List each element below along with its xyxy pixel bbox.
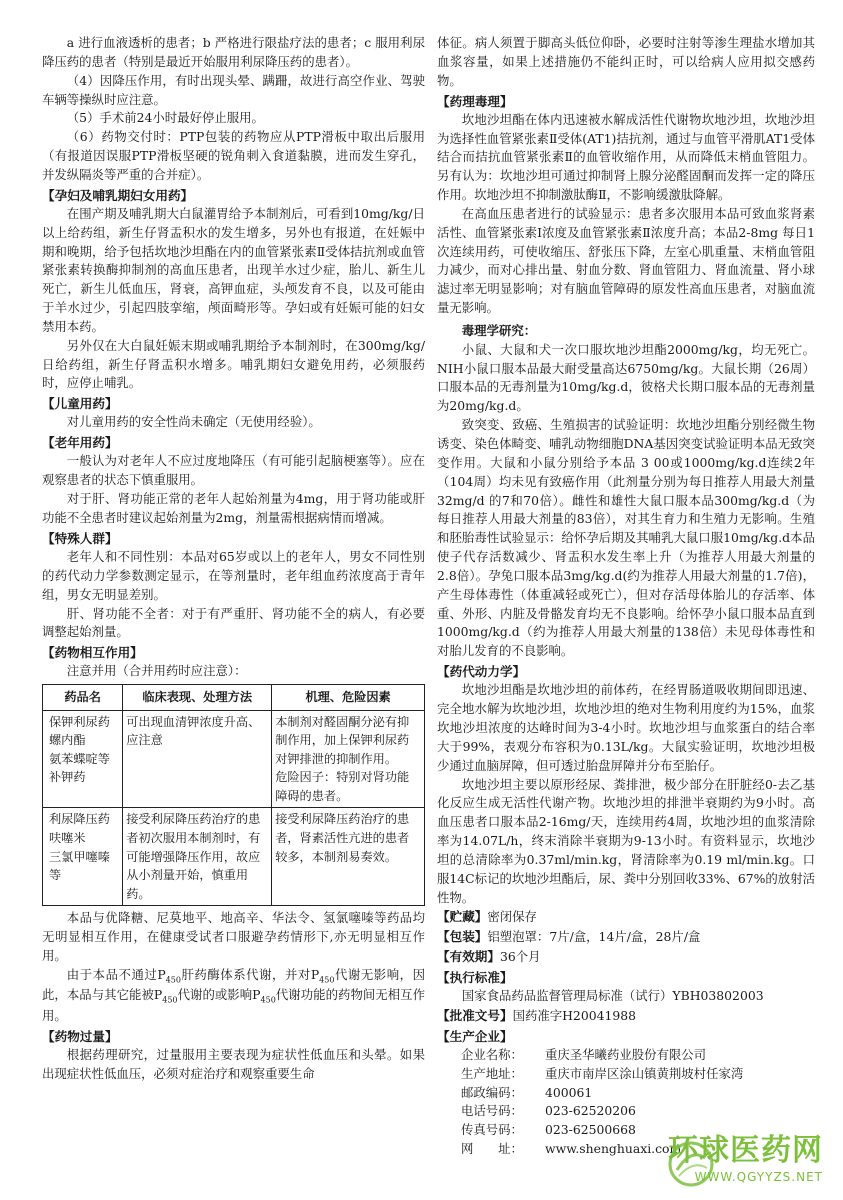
- section-heading-elderly: 【老年用药】: [42, 435, 118, 451]
- mechanism-text: 本制剂对醛固酮分泌有抑制作用，加上保钾利尿药对钾排泄的抑制作用。: [275, 714, 410, 766]
- section-heading-storage: 【贮藏】: [437, 909, 488, 925]
- manufacturer-label: 电话号码：: [461, 1103, 523, 1119]
- section-heading-standard: 【执行标准】: [437, 969, 513, 985]
- manufacturer-label: 生产地址：: [461, 1065, 523, 1081]
- validity-value: 36个月: [499, 949, 541, 965]
- table-cell-clinical: 接受利尿降压药治疗的患者初次服用本制剂时，有可能增强降压作用，故应从小剂量开始，慎重用药。: [123, 808, 272, 906]
- section-heading-validity: 【有效期】: [437, 949, 500, 965]
- drug-name: 补钾药: [49, 770, 86, 785]
- drug-name: 利尿降压药: [49, 812, 110, 827]
- pregnancy-paragraph-2: 另外仅在大白鼠妊娠末期或哺乳期给予本制剂时，在300mg/kg/日给药组，新生仔肾盂积水增多。哺乳期妇女避免用药，必须服药时，应停止哺乳。: [42, 337, 425, 391]
- table-header: 临床表现、处理方法: [123, 685, 272, 711]
- table-cell-mechanism: [272, 710, 425, 808]
- subscript: 450: [162, 995, 178, 1005]
- subscript: 450: [165, 975, 181, 985]
- overdose-continuation: 体征。病人须置于脚高头低位仰卧，必要时注射等渗生理盐水增加其血浆容量，如果上述措施仍不能纠正时，可以给病人应用拟交感药物。: [437, 35, 815, 88]
- manufacturer-row: [461, 1065, 815, 1084]
- table-cell-drugs: [43, 710, 123, 808]
- table-header: 药品名: [43, 685, 123, 711]
- interaction-intro: 注意并用（合并用药时应注意）：: [66, 663, 247, 679]
- watermark-title: 环球医药网: [668, 1132, 823, 1168]
- precaution-item-6: （6）药物交付时：PTP包装的药物应从PTP滑板中取出后服用（有报道因误服PTP滑板坚硬的锐角刺入食道黏膜，进而发生穿孔，并发纵隔炎等严重的合并症）。: [42, 129, 425, 182]
- approval-row: [437, 1006, 815, 1026]
- manufacturer-label: 邮政编码：: [461, 1084, 523, 1100]
- manufacturer-row: [461, 1046, 815, 1065]
- manufacturer-row: [461, 1102, 815, 1121]
- text-fragment: 肝药酶体系代谢，并对P: [180, 966, 320, 982]
- interaction-table: [42, 684, 425, 906]
- pharmacokinetics-paragraph-2: 坎地沙坦主要以原形经尿、粪排泄，极少部分在肝脏经0-去乙基化反应生成无活性代谢产物。坎地沙坦的排泄半衰期约为9小时。高血压患者口服本品2-16mg/天，连续用药4周，坎地沙坦的血浆清除率为14.07L/h，终末消除半衰期为9-13小时。有资料显示，坎地沙坦的总清除率为0.37ml/min.kg，肾清除率为0.19 ml/min.kg。口服14C标记的坎地沙坦酯后，尿、粪中分别回收33%、67%的放射活性物。: [437, 776, 815, 905]
- overdose-paragraph: 根据药理研究，过量服用主要表现为症状性低血压和头晕。如果出现症状性低血压，必须对症治疗和观察重要生命: [42, 1046, 425, 1081]
- manufacturer-value: 023-62500668: [545, 1122, 636, 1138]
- approval-value: 国药准字H20041988: [512, 1007, 636, 1023]
- manufacturer-value: 400061: [545, 1084, 593, 1100]
- section-heading-approval: 【批准文号】: [437, 1007, 513, 1023]
- pharmacology-paragraph-2: 在高血压患者进行的试验显示：患者多次服用本品可致血浆肾素活性、血管紧张素Ⅰ浓度及血管紧张素Ⅱ浓度升高；本品2-8mg 每日1次连续用药，可使收缩压、舒张压下降，左室心肌重量、末梢血管阻力减少，而对心排出量、射血分数、肾血管阻力、肾血流量、肾小球滤过率无明显影响；对有脑血管障碍的原发性高血压患者，对脑血流量无影响。: [437, 205, 815, 316]
- section-heading-manufacturer: 【生产企业】: [437, 1028, 513, 1044]
- table-header-row: [43, 685, 425, 711]
- table-cell-drugs: [43, 808, 123, 906]
- risk-factor-text: 危险因子：特别对肾功能障碍的患者。: [275, 770, 410, 803]
- storage-value: 密闭保存: [487, 909, 537, 925]
- pharmacology-paragraph-1: 坎地沙坦酯在体内迅速被水解成活性代谢物坎地沙坦，坎地沙坦为选择性血管紧张素Ⅱ受体(AT1)拮抗剂，通过与血管平滑肌AT1受体结合而拮抗血管紧张素Ⅱ的血管收缩作用，从而降低末梢血管阻力。另有认为：坎地沙坦可通过抑制肾上腺分泌醛固酮而发挥一定的降压作用。坎地沙坦不抑制激肽酶Ⅱ，不影响缓激肽降解。: [437, 111, 815, 203]
- manufacturer-value: www.shenghuaxi.com: [545, 1141, 682, 1157]
- watermark-url: WWW.QGYYZS.NET: [694, 1169, 823, 1184]
- manufacturer-value: 重庆市南岸区涂山镇黄荆坡村任家湾: [545, 1065, 744, 1081]
- standard-value: 国家食品药品监督管理局标准（试行）YBH03802003: [461, 988, 764, 1004]
- section-heading-special: 【特殊人群】: [42, 530, 118, 546]
- section-heading-pharmacokinetics: 【药代动力学】: [437, 664, 526, 680]
- storage-row: [437, 907, 815, 927]
- package-value: 铝塑泡罩：7片/盒，14片/盒，28片/盒: [487, 929, 701, 945]
- manufacturer-value: 重庆圣华曦药业股份有限公司: [545, 1046, 707, 1062]
- table-cell-clinical: 可出现血清钾浓度升高、应注意: [123, 710, 272, 808]
- toxicology-paragraph-1: 小鼠、大鼠和犬一次口服坎地沙坦酯2000mg/kg，均无死亡。NIH小鼠口服本品最大耐受量高达6750mg/kg。大鼠长期（26周）口服本品的无毒剂量为10mg/kg.d，彼格犬长期口服本品的无毒剂量为20mg/kg.d。: [437, 341, 815, 414]
- text-fragment: 由于本品不通过P: [66, 966, 166, 982]
- watermark: [668, 1132, 823, 1186]
- children-paragraph: 对儿童用药的安全性尚未确定（无使用经验）。: [66, 414, 321, 430]
- drug-name: 螺内酯: [49, 733, 86, 748]
- elderly-paragraph-2: 对于肝、肾功能正常的老年人起始剂量为4mg，用于肾功能或肝功能不全患者时建议起始剂量为2mg，剂量需根据病情而增减。: [42, 491, 425, 525]
- manufacturer-label: 传真号码：: [461, 1122, 523, 1138]
- package-row: [437, 927, 815, 947]
- section-heading-package: 【包装】: [437, 929, 488, 945]
- left-column: [42, 34, 425, 1084]
- validity-row: [437, 947, 815, 967]
- text-fragment: 代谢功能的药物间无相互作用。: [42, 987, 425, 1023]
- pharmacokinetics-paragraph-1: 坎地沙坦酯是坎地沙坦的前体药，在经胃肠道吸收期间即迅速、完全地水解为坎地沙坦，坎地沙坦的绝对生物利用度约为15%，血浆坎地沙坦浓度的达峰时间为3-4小时。坎地沙坦与血浆蛋白的结合率大于99%，表观分布容积为0.13L/kg。大鼠实验证明，坎地沙坦极少通过血脑屏障，但可透过胎盘屏障并分布至胎仔。: [437, 682, 815, 773]
- section-heading-children: 【儿童用药】: [42, 396, 118, 412]
- interaction-paragraph-1: 本品与优降糖、尼莫地平、地高辛、华法令、氢氯噻嗪等药品均无明显相互作用，在健康受试者口服避孕药情形下,亦无明显相互作用。: [42, 910, 425, 963]
- section-heading-overdose: 【药物过量】: [42, 1028, 118, 1044]
- pregnancy-paragraph-1: 在围产期及哺乳期大白鼠灌胃给予本制剂后，可看到10mg/kg/日以上给药组，新生仔肾盂积水的发生增多，另外也有报道，在妊娠中期和晚期，给予包括坎地沙坦酯在内的血管紧张素Ⅱ受体拮抗剂或血管紧张素转换酶抑制剂的高血压患者，出现羊水过少症，胎儿、新生儿死亡，新生儿低血压，肾衰，高钾血症，头颅发育不良，以及可能由于羊水过少，引起四肢挛缩，颅面畸形等。孕妇或有妊娠可能的妇女禁用本药。: [42, 205, 425, 334]
- special-paragraph-1: 老年人和不同性别：本品对65岁或以上的老年人，男女不同性别的药代动力学参数测定显示，在等剂量时，老年组血药浓度高于青年组，男女无明显差别。: [42, 548, 425, 602]
- toxicology-paragraph-2: 致突变、致癌、生殖损害的试验证明：坎地沙坦酯分别经微生物诱变、染色体畸变、哺乳动物细胞DNA基因突变试验证明本品无致突变作用。大鼠和小鼠分别给予本品 3 00或1000mg/kg.d连续2年（104周）均未见有致癌作用（此剂量分别为每日推荐人用最大剂量32mg/d 的7和70倍）。雌性和雄性大鼠口服本品300mg/kg.d（为每日推荐人用最大剂量的83倍），对其生育力和生殖力无影响。生殖和胚胎毒性试验显示：给怀孕后期及其哺乳大鼠口服10mg/kg.d本品使子代存活数减少、肾盂积水发生率上升（为推荐人用最大剂量的2.8倍）。孕兔口服本品3mg/kg.d(约为推荐人用最大剂量的1.7倍)，产生母体毒性（体重减轻或死亡），但对存活母体胎儿的存活率、体重、外形、内脏及骨骼发育均无不良影响。给怀孕小鼠口服本品直到1000mg/kg.d（约为推荐人用最大剂量的138倍）未见母体毒性和对胎儿发育的不良影响。: [437, 417, 815, 659]
- subscript: 450: [260, 995, 276, 1005]
- drug-name: 保钾利尿药: [49, 714, 110, 729]
- toxicology-subheading: 毒理学研究：: [461, 322, 537, 338]
- special-paragraph-2: 肝、肾功能不全者：对于有严重肝、肾功能不全的病人，有必要调整起始剂量。: [42, 605, 425, 640]
- precaution-item-5: （5）手术前24小时最好停止服用。: [66, 110, 264, 126]
- drug-name: 三氯甲噻嗪等: [49, 849, 110, 883]
- table-row: [43, 808, 425, 906]
- drug-name: 氨苯蝶啶等: [49, 751, 110, 766]
- precaution-item-3-cont: a 进行血液透析的患者；b 严格进行限盐疗法的患者；c 服用利尿降压药的患者（特别是最近开始服用利尿降压药的患者）。: [42, 35, 425, 69]
- section-heading-pharmacology: 【药理毒理】: [437, 93, 513, 109]
- manufacturer-value: 023-62520206: [545, 1103, 636, 1119]
- subscript: 450: [319, 975, 335, 985]
- interaction-paragraph-2: [42, 966, 425, 1026]
- table-header: 机理、危险因素: [272, 685, 425, 711]
- section-heading-pregnancy: 【孕妇及哺乳期妇女用药】: [42, 187, 194, 203]
- precaution-item-4: （4）因降压作用，有时出现头晕、蹒跚，故进行高空作业、驾驶车辆等操纵时应注意。: [42, 72, 425, 107]
- right-column: [437, 34, 815, 1159]
- manufacturer-label: 企业名称：: [461, 1046, 523, 1062]
- elderly-paragraph-1: 一般认为对老年人不应过度地降压（有可能引起脑梗塞等）。应在观察患者的状态下慎重服用。: [42, 453, 425, 488]
- drug-name: 呋噻米: [49, 831, 86, 845]
- manufacturer-row: [461, 1084, 815, 1103]
- text-fragment: 代谢的或影响P: [177, 987, 261, 1003]
- text-fragment: 代谢无影响，因此，本品与其它能被P: [42, 966, 425, 1003]
- table-cell-mechanism: 接受利尿降压药治疗的患者，肾素活性亢进的患者较多，本制剂易奏效。: [272, 808, 425, 906]
- manufacturer-label: 网 址：: [461, 1141, 523, 1157]
- table-row: [43, 710, 425, 808]
- section-heading-interaction: 【药物相互作用】: [42, 645, 143, 661]
